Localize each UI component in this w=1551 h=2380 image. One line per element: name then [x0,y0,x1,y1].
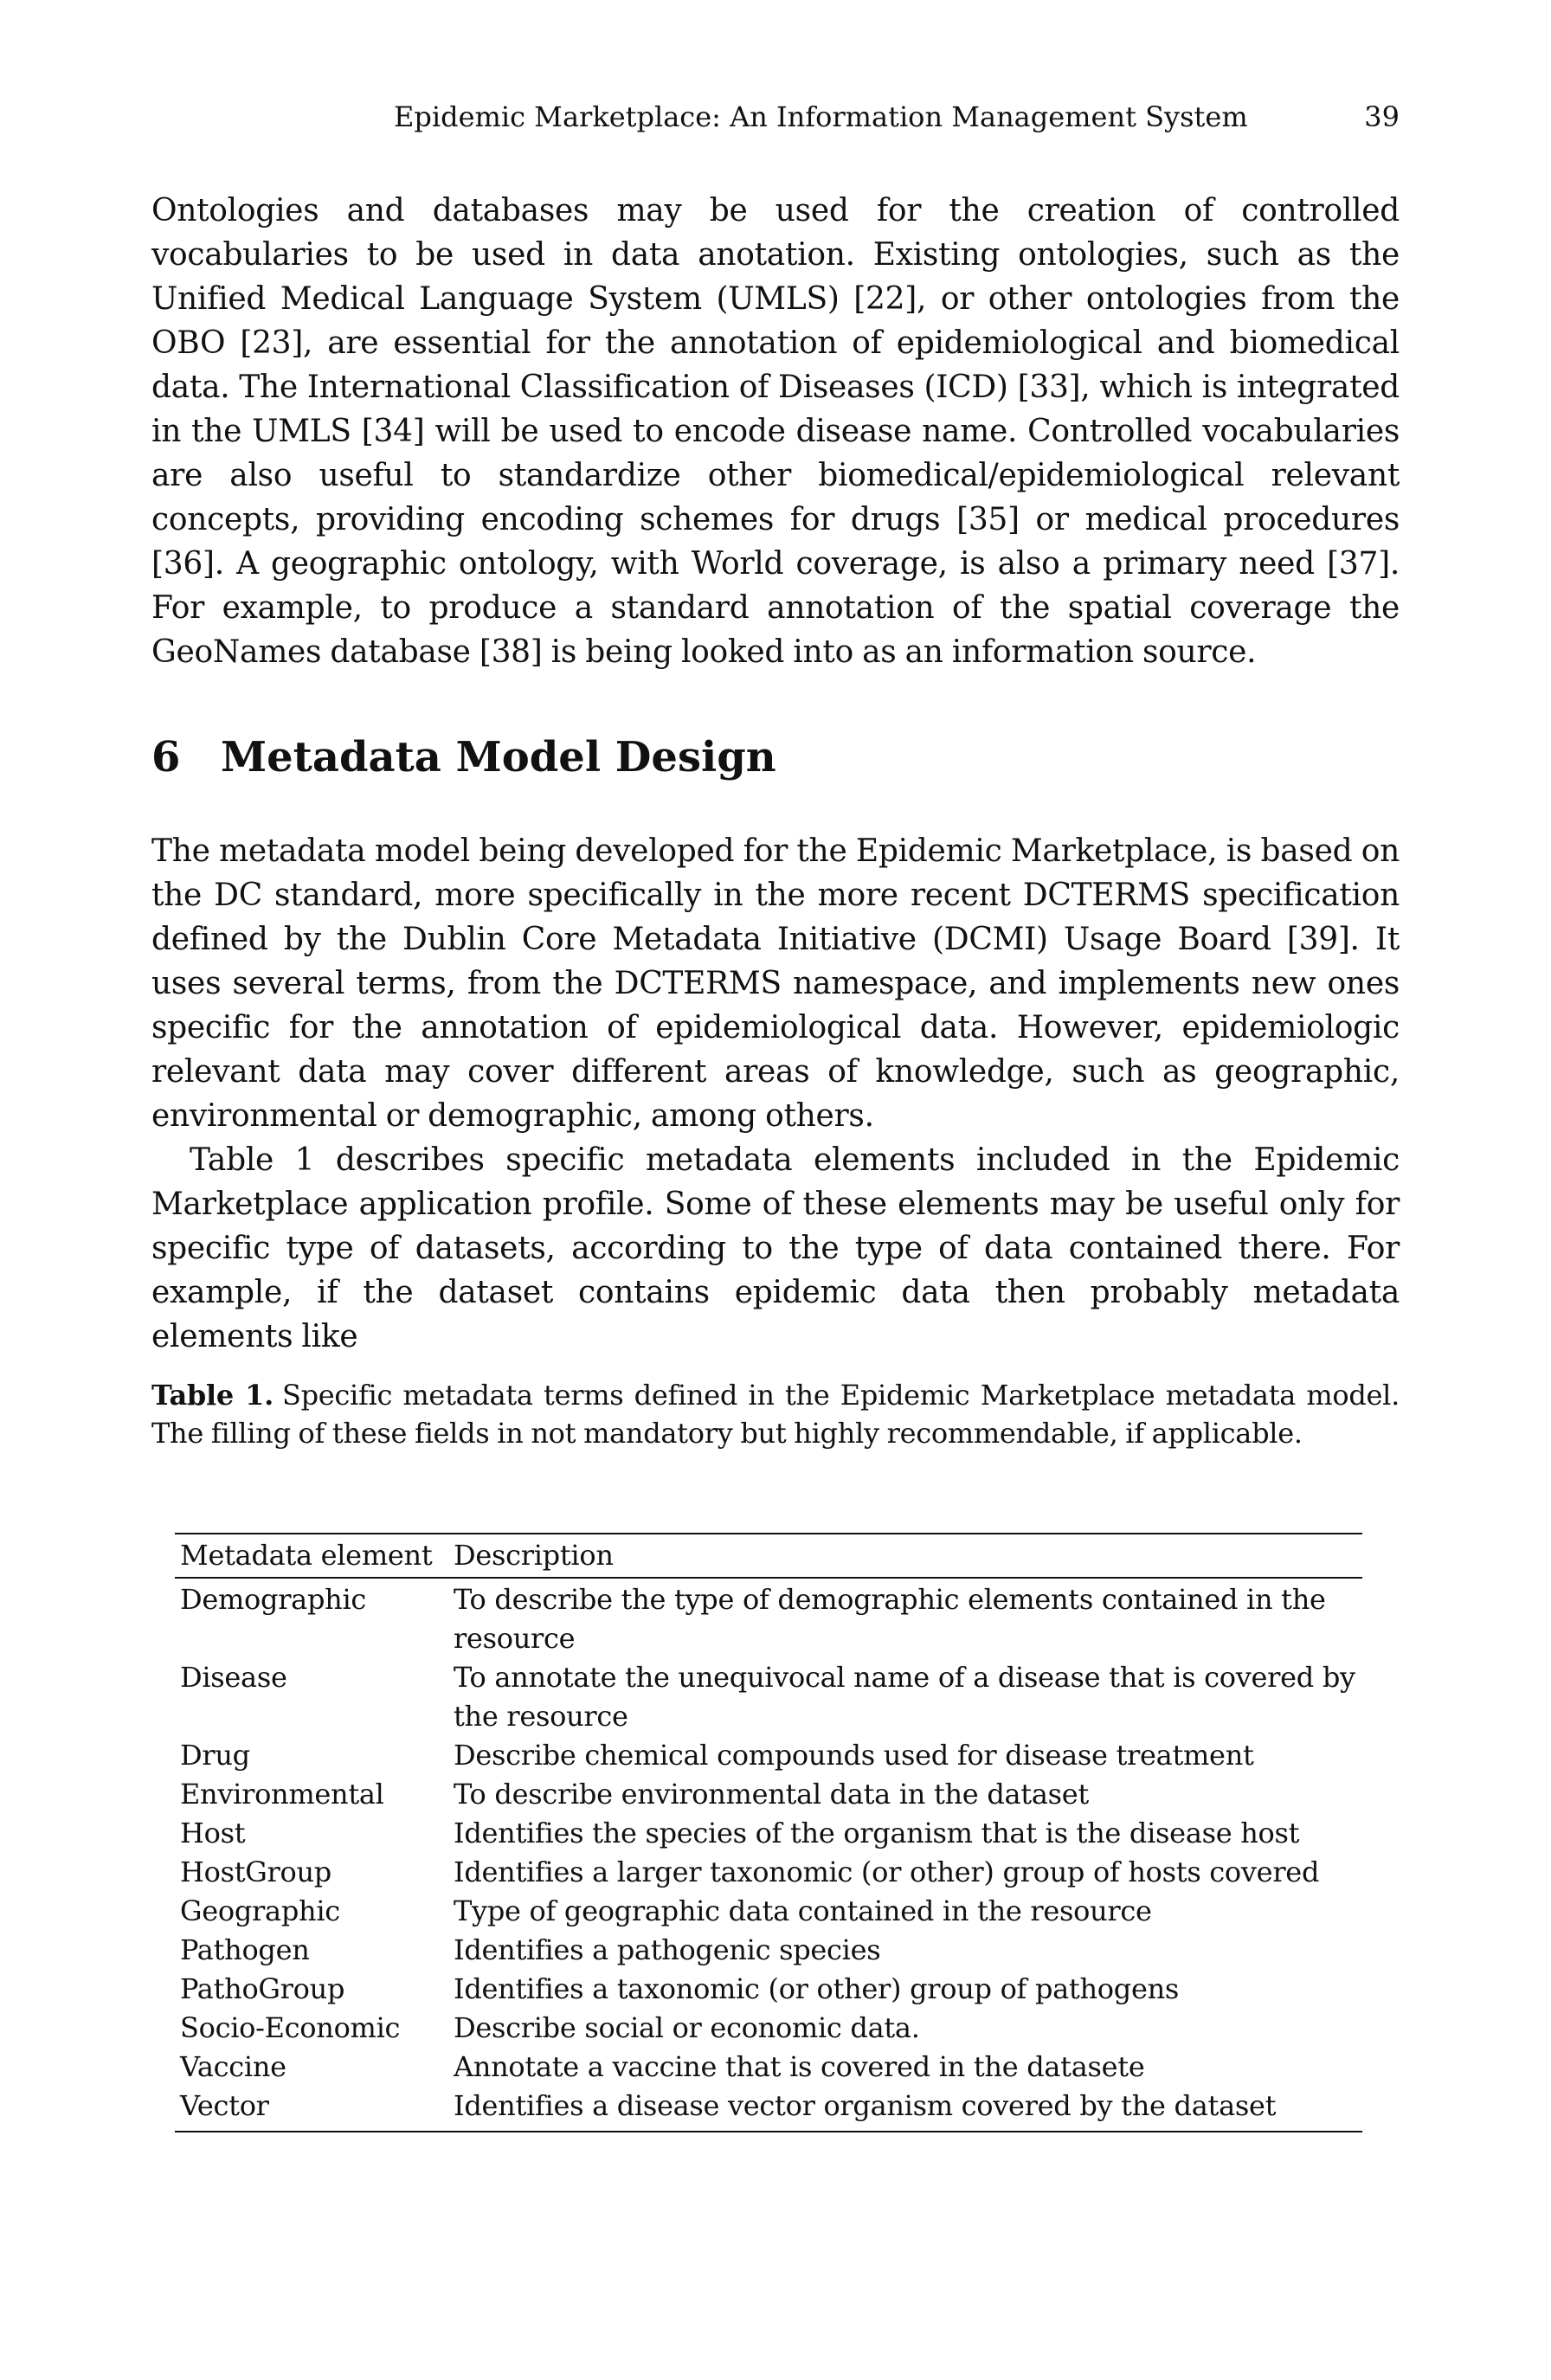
cell-description: Identifies a pathogenic species [454,1933,881,1966]
table-row [175,1970,1362,2009]
table-row [175,1736,1362,1775]
table-header-row [175,1534,1362,1578]
table-row [175,2009,1362,2048]
cell-element: Disease [180,1661,287,1694]
header-description: Description [454,1539,614,1572]
page-number: 39 [1364,100,1400,133]
table-caption-text: Specific metadata terms defined in the Epidemic Marketplace metadata model. The filling of these fields in not mandatory but highly recommendable, if applicable. [151,1379,1400,1450]
paragraph-ontologies: Ontologies and databases may be used for the creation of controlled vocabularies to be used in data anotation. Existing ontologies, such as the Unified Medical Language System (UMLS) [22], or other ontologies from the OBO [23], are essential for the annotation of epidemiological and biomedical data. The International Classification of Diseases (ICD) [33], which is integrated in the UMLS [34] will be used to encode disease name. Controlled vocabularies are also useful to standardize other biomedical/epidemiological relevant concepts, providing encoding schemes for drugs [35] or medical procedures [36]. A geographic ontology, with World coverage, is also a primary need [37]. For example, to produce a standard annotation of the spatial coverage the GeoNames database [38] is being looked into as an information source. [151,193,1400,670]
cell-element: Pathogen [180,1933,310,1966]
cell-description: To describe the type of demographic elements contained in the resource [454,1583,1326,1655]
table-row [175,1658,1362,1736]
section-heading [151,727,1400,788]
cell-element: Vector [180,2089,269,2122]
metadata-table-container [175,1533,1362,2132]
section-number: 6 [151,733,181,782]
cell-element: Environmental [180,1778,384,1811]
cell-description: To annotate the unequivocal name of a disease that is covered by the resource [454,1661,1355,1733]
cell-element: Drug [180,1739,250,1772]
table-row [175,1775,1362,1814]
cell-description: Annotate a vaccine that is covered in the datasete [454,2050,1145,2083]
cell-description: Type of geographic data contained in the resource [454,1894,1152,1927]
paragraph-metadata-model: The metadata model being developed for the Epidemic Marketplace, is based on the DC standard, more specifically in the more recent DCTERMS specification defined by the Dublin Core Metadata Initiative (DCMI) Usage Board [39]. It uses several terms, from the DCTERMS namespace, and implements new ones specific for the annotation of epidemiological data. However, epidemiologic relevant data may cover different areas of knowledge, such as geographic, environmental or demographic, among others. [151,833,1400,1134]
cell-element: PathoGroup [180,1972,345,2005]
cell-description: To describe environmental data in the dataset [454,1778,1089,1811]
section-title: Metadata Model Design [221,733,776,782]
metadata-table [175,1533,1362,2132]
cell-description: Identifies a disease vector organism covered by the dataset [454,2089,1277,2122]
cell-element: Geographic [180,1894,340,1927]
table-row [175,1931,1362,1970]
cell-element: Vaccine [180,2050,286,2083]
cell-description: Describe social or economic data. [454,2011,920,2044]
table-caption [151,1376,1400,1452]
table-caption-label: Table 1. [151,1379,274,1412]
header-metadata-element: Metadata element [180,1539,433,1572]
running-title: Epidemic Marketplace: An Information Management System [394,100,1248,133]
cell-description: Identifies the species of the organism that is the disease host [454,1817,1300,1849]
table-row [175,1892,1362,1931]
cell-element: Host [180,1817,246,1849]
cell-element: Demographic [180,1583,367,1616]
table-row [175,2087,1362,2132]
cell-description: Describe chemical compounds used for disease treatment [454,1739,1254,1772]
table-row [175,1578,1362,1658]
cell-element: Socio-Economic [180,2011,401,2044]
table-row [175,2048,1362,2087]
cell-description: Identifies a taxonomic (or other) group of pathogens [454,1972,1180,2005]
running-header [151,95,1400,138]
cell-description: Identifies a larger taxonomic (or other) group of hosts covered [454,1856,1320,1888]
paragraph-table-description: Table 1 describes specific metadata elements included in the Epidemic Marketplace application profile. Some of these elements may be useful only for specific type of datasets, according to the type of data contained there. For example, if the dataset contains epidemic data then probably metadata elements like [151,1142,1400,1354]
table-row [175,1853,1362,1892]
cell-element: HostGroup [180,1856,331,1888]
table-row [175,1814,1362,1853]
